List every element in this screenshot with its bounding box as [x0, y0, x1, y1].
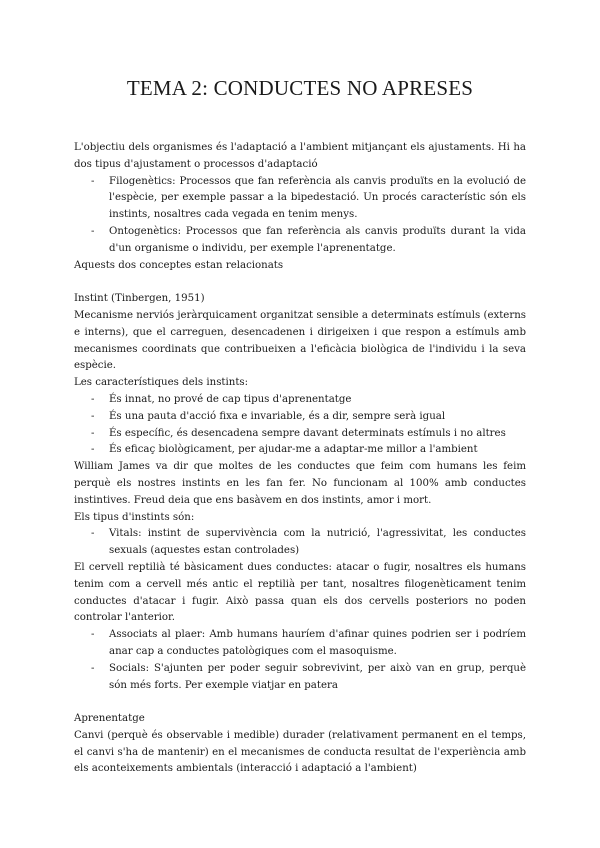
list-item: - És una pauta d'acció fixa e invariable, és a dir, sempre serà igual — [74, 409, 526, 426]
instint-heading: Instint (Tinbergen, 1951) — [74, 293, 205, 305]
characteristics-intro: Les característiques dels instints: — [74, 377, 249, 389]
list-item-pleasure: - Associats al plaer: Amb humans hauríem d'afinar quines podrien ser i podríem anar cap a conductes patològiques com el masoquisme. — [74, 627, 526, 661]
document-body — [74, 140, 526, 778]
list-item-social: - Socials: S'ajunten per poder seguir sobrevivint, per això van en grup, perquè són més forts. Per exemple viatjar en patera — [74, 661, 526, 695]
instinct-types-list — [74, 526, 526, 560]
intro-paragraph: L'objectiu dels organismes és l'adaptació a l'ambient mitjançant els ajustaments. Hi ha dos tipus d'ajustament o processos d'adaptació — [74, 142, 526, 170]
characteristics-list — [74, 392, 526, 459]
adjustment-types-list — [74, 174, 526, 258]
instint-definition: Mecanisme nerviós jeràrquicament organitzat sensible a determinats estímuls (externs e interns), que el carreguen, desencadenen i dirigeixen i que respon a estímuls amb mecanismes coordinats que contribueixen a l'eficàcia biològica de l'individu i la seva espècie. — [74, 309, 526, 372]
aprenentatge-heading: Aprenentatge — [74, 713, 145, 725]
reptilian-brain-paragraph: El cervell reptilià té bàsicament dues conductes: atacar o fugir, nosaltres els humans tenim com a cervell més antic el reptilià per tant, nosaltres filogenèticament tenim conductes d'atacar i fugir. Això passa quan els dos cervells posteriors no poden controlar l'anterior. — [74, 561, 526, 624]
more-instinct-types-list — [74, 627, 526, 694]
list-item-vitals: - Vitals: instint de supervivència com la nutrició, l'agressivitat, les conductes sexuals (aquestes estan controlades) — [74, 526, 526, 560]
william-james-paragraph: William James va dir que moltes de les conductes que feim com humans les feim perquè els nostres instints en les fan fer. No funcionam al 100% amb conductes instintives. Freud deia que ens basàvem en dos instints, amor i mort. — [74, 461, 526, 506]
page-title: TEMA 2: CONDUCTES NO APRESES — [126, 76, 474, 100]
aprenentatge-definition: Canvi (perquè és observable i medible) durader (relativament permanent en el temps, el canvi s'ha de mantenir) en el mecanismes de conducta resultat de l'experiència amb els aconteixements ambientals (interacció i adaptació a l'ambient) — [74, 729, 526, 775]
list-item: - És eficaç biològicament, per ajudar-me a adaptar-me millor a l'ambient — [74, 442, 526, 459]
list-item-ontogenetics: - Ontogenètics: Processos que fan referència als canvis produïts durant la vida d'un organisme o individu, per exemple l'aprenentatge. — [74, 224, 526, 258]
list-item-filogenetics: - Filogenètics: Processos que fan referència als canvis produïts en la evolució de l'espècie, per exemple passar a la bipedestació. Un procés característic són els instints, nosaltres cada vegada en tenim menys. — [74, 174, 526, 224]
types-intro: Els tipus d'instints són: — [74, 511, 195, 523]
list-item: - És innat, no prové de cap tipus d'aprenentatge — [74, 392, 526, 409]
list-item: - És específic, és desencadena sempre davant determinats estímuls i no altres — [74, 426, 526, 443]
intro-closing: Aquests dos conceptes estan relacionats — [74, 259, 284, 271]
